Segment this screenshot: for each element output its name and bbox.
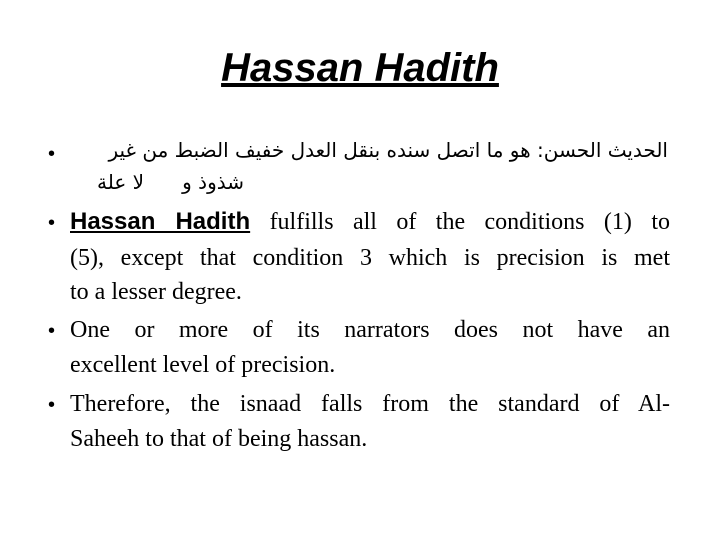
bullet-3-line-2: excellent level of precision. xyxy=(70,352,336,378)
bullet-2-line-2: (5), except that condition 3 which is precision is met xyxy=(70,245,670,271)
bullet-3-line-1: One or more of its narrators does not have an xyxy=(70,317,670,343)
bullet-marker: • xyxy=(48,320,56,342)
arabic-definition-line-2: شذوذ و لا علة xyxy=(96,170,244,194)
bullet-4-line-1: Therefore, the isnaad falls from the standard of Al- xyxy=(70,391,670,417)
bullet-marker: • xyxy=(48,143,56,165)
bullet-marker: • xyxy=(48,212,56,234)
hassan-hadith-term: Hassan Hadith xyxy=(70,208,251,235)
bullet-marker: • xyxy=(48,394,56,416)
arabic-definition-line-1: الحديث الحسن: هو ما اتصل سنده بنقل العدل خفيف الضبط من غير xyxy=(108,138,668,162)
bullet-2-line-1 xyxy=(70,204,670,240)
slide-title: Hassan Hadith xyxy=(221,46,499,90)
bullet-2-line-1-text: fulfills all of the conditions (1) to xyxy=(269,209,671,235)
bullet-2-line-3: to a lesser degree. xyxy=(70,279,242,305)
bullet-4-line-2: Saheeh to that of being hassan. xyxy=(70,426,368,452)
